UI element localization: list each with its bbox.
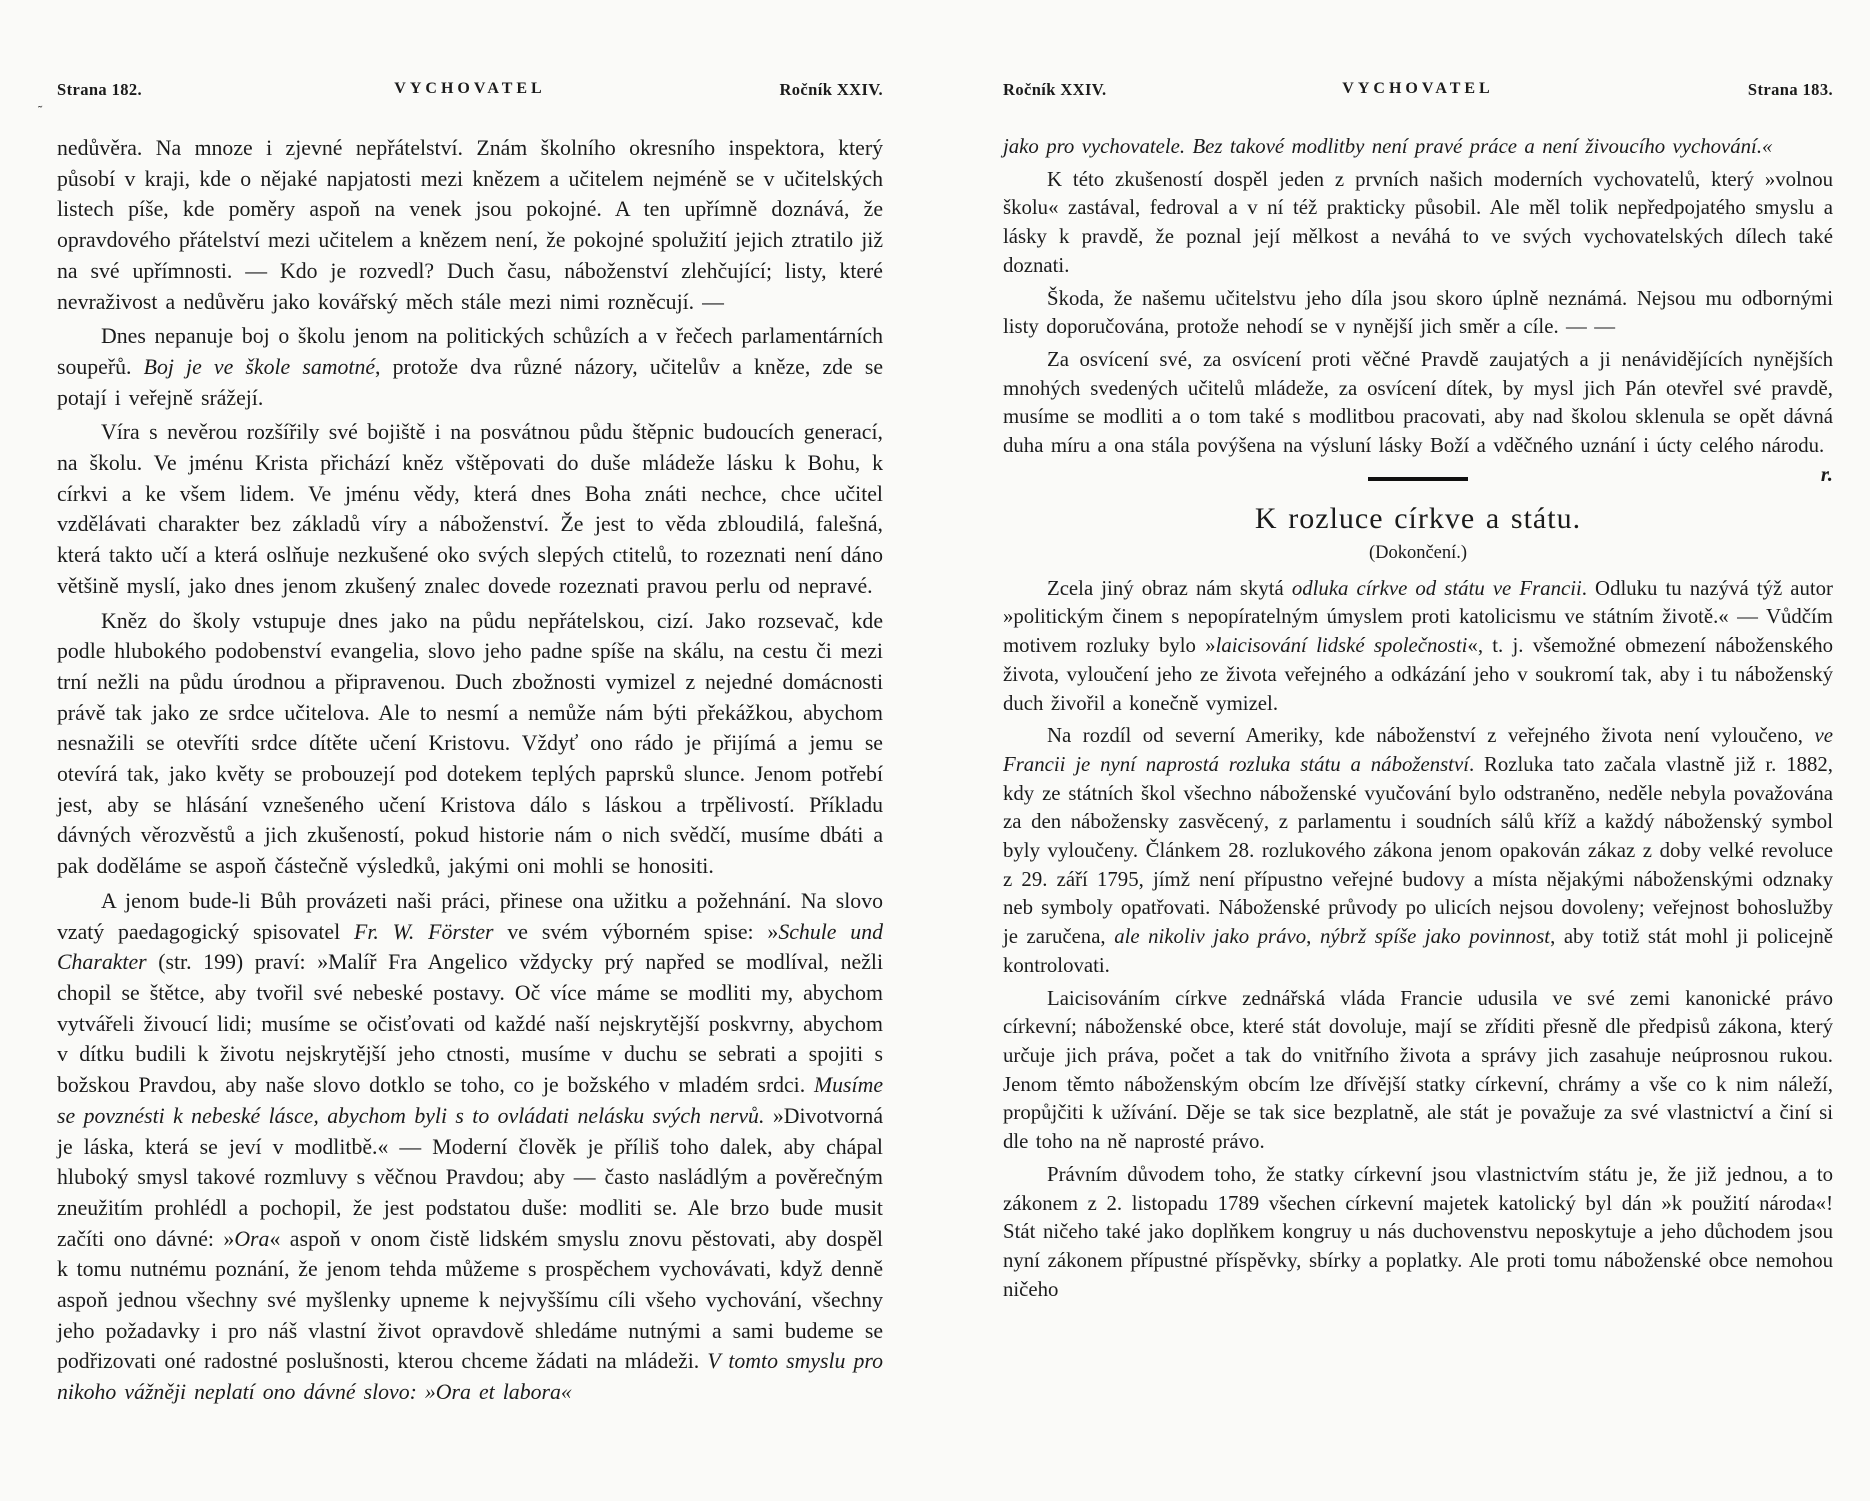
text-segment: jako pro vychovatele. Bez takové modlitby není pravé práce a není živoucího vychování.«	[1003, 135, 1773, 158]
text-segment: Schule und Charakter	[57, 919, 883, 975]
text-segment: Právním důvodem toho, že statky církevní jsou vlastnictvím státu je, že již jednou, a to zákonem z 2. listopadu 1789 všechen církevní majetek katolický byl dán »k použití národa«! Stát ničeho také jako doplňkem kongruy u nás duchovenstvu neposkytuje a jeho důchodem jsou nyní zákonem přípustné příspěvky, sbírky a poplatky. Ale proti tomu náboženské obce nemohou ničeho	[1003, 1162, 1833, 1301]
text-segment: «, t. j. všemožné obmezení náboženského života, vyloučení jeho ze života veřejného a odkázání jeho v soukromí tak, aby i tu náboženský duch živořil a konečně vymizel.	[1003, 634, 1833, 715]
article-title: K rozluce církve a státu.	[1254, 501, 1582, 535]
article-subtitle: (Dokončení.)	[1368, 542, 1468, 563]
text-segment: Fr. W. Förster	[354, 919, 494, 944]
text-segment: . Odluku tu nazývá týž autor »politickým činem s nepopíratelným úmyslem proti katolicismu ve státním životě.« — Vůdčím motivem rozluky bylo »	[1003, 576, 1833, 658]
text-segment: ve svém výborném spise: »	[493, 919, 779, 944]
paragraph	[1003, 722, 1833, 980]
volume-label: Ročník XXIV.	[779, 80, 883, 99]
ink-smudge-mark: ˷	[35, 93, 44, 110]
publication-title: VYCHOVATEL	[1342, 80, 1494, 97]
page-number-label: Strana 182.	[57, 80, 143, 99]
paragraph	[57, 606, 883, 882]
text-segment: nedůvěra. Na mnoze i zjevné nepřátelství. Znám školního okresního inspektora, který působí v kraji, kde o nějaké napjatosti mezi knězem a učitelem nejméně se v učitelských listech píše, kde poměry aspoň na venek jsou pokojné. A ten upřímně doznává, že opravdového přátelství mezi učitelem a knězem není, že pokojné spolužití jejich ztratilo již na své upřímnosti. — Kdo je rozvedl? Duch času, náboženství zlehčující; listy, které nevraživost a nedůvěru jako kovářský měch stále mezi nimi rozněcují. —	[57, 136, 883, 314]
text-segment: »Divotvorná je láska, která se jeví v modlitbě.« — Moderní člověk je příliš toho dalek, aby chápal hluboký smysl takové rozmluvy s věčnou Pravdou; aby — často nasládlým a pověrečným zneužitím prohlédl a pochopil, že jest podstatou duše: modliti se. Ale brzo bude musit začíti ono dávné: »	[57, 1103, 883, 1251]
text-segment: Na rozdíl od severní Ameriky, kde náboženství z veřejného života není vyloučeno,	[1047, 724, 1815, 748]
paragraph-continuation	[57, 133, 883, 317]
paragraph-continuation	[1003, 133, 1833, 162]
text-segment: Dnes nepanuje boj o školu jenom na politických schůzích a v řečech parlamentárních soupeřů.	[57, 324, 883, 379]
paragraph	[57, 417, 883, 601]
page-body	[1003, 133, 1833, 1304]
text-segment: Za osvícení své, za osvícení proti věčné Pravdě zaujatých a ji nenávidějících nynějších mnohých svedených učitelů mládeže, za osvícení dítek, by mysl jich Pán otevřel své pravdě, musíme se modliti a o tom také s modlitbou pracovati, aby nad školou sklenula se opět dávná duha míru a ona stála povýšena na výsluní lásky Boží a vděčného uznání i úcty celého národu.	[1003, 347, 1833, 458]
text-segment: A jenom bude-li Bůh provázeti naši práci, přinese ona užitku a požehnání. Na slovo vzatý paedagogický spisovatel	[57, 888, 883, 944]
text-segment: Laicisováním církve zednářská vláda Francie udusila ve své zemi kanonické právo církevní; náboženské obce, které stát dovoluje, mají se zříditi přesně dle předpisů zákona, který určuje jich práva, počet a tak do vnitřního života a správy jich zasahuje neúprosnou rukou. Jenom těmto náboženským obcím lze dřívější statky církevní, chrámy a vše co k nim náleží, propůjčiti k užívání. Děje se tak sice bezplatně, ale stát je považuje za své vlastnictví a činí si dle toho na ně naprosté právo.	[1003, 986, 1833, 1154]
text-segment: ale nikoliv jako právo	[1114, 925, 1307, 949]
page-header	[35, 80, 883, 110]
text-segment: , aby totiž stát mohl ji policejně kontrolovati.	[1003, 925, 1833, 977]
text-segment: odluka církve od státu ve Francii	[1291, 576, 1582, 600]
text-segment: , protože dva různé názory, učitelův a kněze, zde se potají i veřejně srážejí.	[57, 354, 883, 410]
text-segment: Zcela jiný obraz nám skytá	[1047, 576, 1292, 600]
text-segment: ve Francii je nyní naprostá rozluka státu a náboženství	[1003, 724, 1833, 776]
page-number-label: Strana 183.	[1747, 80, 1833, 99]
section-divider	[1368, 477, 1468, 481]
page-right	[1003, 80, 1833, 1304]
text-segment: laicisování lidské společnosti	[1215, 634, 1468, 658]
paragraph	[1003, 985, 1833, 1157]
paragraph	[1003, 575, 1833, 719]
text-segment: Ora	[234, 1226, 270, 1251]
paragraph	[1003, 346, 1833, 486]
text-segment: . Rozluka tato začala vlastně již r. 1882, kdy ze státních škol všechno náboženské vyučování bylo odstraněno, neděle nebyla považována za den nábožensky zasvěcený, z parlamentu i soudních sálů kříž a každý náboženský symbol byly vyloučeny. Článkem 28. rozlukového zákona jenom opakován zákaz z doby velké revoluce z 29. září 1795, jímž není přípustno veřejné budovy a místa nějakými náboženskými odznaky neb symboly opatřovati. Náboženské průvody po ulicích nejsou dovoleny; veřejnost bohoslužby je zaručena,	[1003, 752, 1833, 949]
text-segment: Musíme se povznésti k nebeské lásce, abychom byli s to ovládati nelásku svých nervů.	[57, 1073, 883, 1128]
text-segment: Škoda, že našemu učitelstvu jeho díla jsou skoro úplně neznámá. Nejsou mu odbornými listy doporučována, protože nehodí se v nynější jich směr a cíle. — —	[1003, 286, 1833, 339]
paragraph	[1003, 1161, 1833, 1305]
paragraph	[57, 886, 883, 1408]
paragraph	[1003, 285, 1833, 342]
text-segment: Boj je ve škole samotné	[143, 354, 376, 379]
text-segment: « aspoň v onom čistě lidském smyslu znovu pěstovati, aby dospěl k tomu nutnému poznání, že jenom tehda můžeme s prospěchem vychovávati, když denně aspoň jednou všechny své myšlenky upneme k nejvyššímu cíli všeho vychování, všechny jeho požadavky i pro náš vlastní život opravdově shledáme nutnými a sami budeme se podřizovati oné radostné poslušnosti, kterou chceme žádati na mládeži.	[57, 1226, 883, 1374]
author-signature: r.	[1820, 462, 1833, 486]
page-header	[1003, 80, 1833, 100]
paragraph	[1003, 166, 1833, 281]
paragraph	[57, 321, 883, 413]
text-segment: Víra s nevěrou rozšířily své bojiště i na posvátnou půdu štěpnic budoucích generací, na školu. Ve jménu Krista přichází kněz vštěpovati do duše mládeže lásku k Bohu, k církvi a ke všem lidem. Ve jménu vědy, která dnes Boha znáti nechce, chce učitel vzdělávati charakter bez základů víry a náboženství. Že jest to věda zbloudilá, falešná, která takto učí a která oslňuje nezkušené oko svých slepých ctitelů, to rozeznati není dáno většině myslí, jako dnes jenom zkušený znalec dovede rozeznati pravou perlu od nepravé.	[57, 420, 883, 598]
text-segment: V tomto smyslu pro nikoho vážněji neplatí ono dávné slovo: »Ora et labora«	[57, 1349, 884, 1405]
text-segment: (str. 199) praví: »Malíř Fra Angelico vždycky prý napřed se modlíval, nežli chopil se štětce, aby tvořil své nebeské postavy. Oč více máme se modliti my, abychom vytvářeli živoucí lidi; musíme se očisťovati od každé naší nejskrytější poskvrny, abychom v dítku budili k životu nejskrytější jeho ctnosti, musíme v duchu se sebrati a spojiti s božskou Pravdou, aby naše slovo dotklo se toho, co je božského v mladém srdci.	[57, 950, 883, 1098]
text-segment: Kněz do školy vstupuje dnes jako na půdu nepřátelskou, cizí. Jako rozsevač, kde podle hlubokého podobenství evangelia, slovo jeho padne spíše na skálu, na cestu či mezi trní nežli na půdu úrodnou a připravenou. Duch zbožnosti vymizel z nejedné domácnosti právě tak jako ze srdce učitelova. Ale to nesmí a nemůže nám býti překážkou, abychom nesnažili se otevříti srdce dítěte učení Kristovu. Vždyť ono rádo je přijímá a jemu se otevírá tak, jako květy se probouzejí pod dotekem teplých paprsků slunce. Jenom potřebí jest, aby se hlásání vznešeného učení Kristova dálo s láskou a trpělivostí. Příkladu dávných věrozvěstů a jich zkušeností, pokud historie nám o nich svědčí, musíme dbáti a pak doděláme se aspoň částečně výsledků, jakými oni mohli se honositi.	[57, 608, 883, 879]
text-segment: ,	[1306, 925, 1320, 949]
text-segment: nýbrž spíše jako povinnost	[1319, 925, 1551, 949]
publication-title: VYCHOVATEL	[394, 80, 546, 97]
page-left	[35, 80, 884, 1408]
volume-label: Ročník XXIV.	[1003, 80, 1107, 99]
text-segment: K této zkušeností dospěl jeden z prvních našich moderních vychovatelů, který »volnou školu« zastával, fedroval a v ní též prakticky působil. Ale měl tolik nepředpojatého smyslu a lásky k pravdě, že poznal její mělkost a neváhá to ve svých vychovatelských dílech také doznati.	[1003, 167, 1833, 277]
page-body	[57, 133, 883, 1408]
